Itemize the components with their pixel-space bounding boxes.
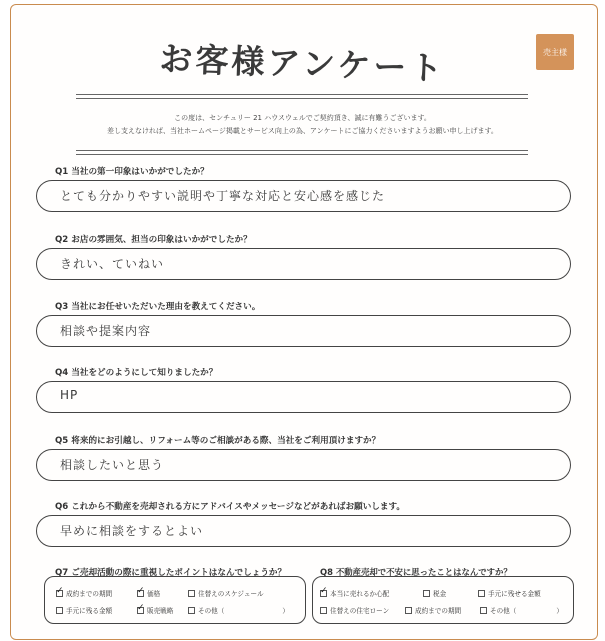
q8-options-box — [312, 576, 574, 624]
q7-option-price[interactable] — [137, 588, 160, 598]
question-7: Q7 ご売却活動の際に重視したポイントはなんでしょうか？ — [55, 568, 287, 578]
divider — [76, 154, 528, 155]
answer-4: HP — [60, 388, 79, 402]
checkbox-icon — [188, 590, 195, 597]
checkbox-icon — [137, 590, 144, 597]
checkbox-icon — [320, 590, 327, 597]
page-title: お客様アンケート — [158, 39, 447, 88]
option-label: 本当に売れるか心配 — [330, 590, 390, 598]
q7-option-schedule[interactable] — [188, 588, 264, 598]
option-label: 成約までの期間 — [415, 607, 462, 615]
q7-option-amount[interactable] — [56, 605, 112, 615]
q7-option-other[interactable] — [188, 605, 289, 615]
question-1: Q1 当社の第一印象はいかがでしたか？ — [55, 167, 209, 177]
intro-line-1: この度は、センチュリー 21 ハウスウェルでご契約頂き、誠に有難うございます。 — [174, 114, 431, 122]
option-label: 税金 — [433, 590, 447, 598]
checkbox-icon — [137, 607, 144, 614]
q8-option-other[interactable] — [480, 605, 563, 615]
option-label: 手元に残せる金額 — [488, 590, 541, 598]
option-label: 販売戦略 — [147, 607, 174, 615]
q7-option-strategy[interactable] — [137, 605, 173, 615]
checkbox-icon — [56, 590, 63, 597]
paren-close: ） — [556, 607, 563, 615]
checkbox-icon — [480, 607, 487, 614]
option-label: 住替えの住宅ローン — [330, 607, 390, 615]
answer-5: 相談したいと思う — [60, 458, 165, 472]
checkbox-icon — [188, 607, 195, 614]
q8-option-period[interactable] — [405, 605, 461, 615]
q8-option-tax[interactable] — [423, 588, 446, 598]
option-label: その他（ — [490, 607, 517, 615]
question-5: Q5 将来的にお引越し、リフォーム等のご相談がある際、当社をご利用頂けますか？ — [55, 436, 381, 446]
question-2: Q2 お店の雰囲気、担当の印象はいかがでしたか？ — [55, 235, 252, 245]
question-3: Q3 当社にお任せいただいた理由を教えてください。 — [55, 302, 261, 312]
checkbox-icon — [405, 607, 412, 614]
answer-1: とても分かりやすい説明や丁寧な対応と安心感を感じた — [60, 189, 386, 203]
q7-option-period[interactable] — [56, 588, 112, 598]
question-8: Q8 不動産売却で不安に思ったことはなんですか？ — [320, 567, 512, 577]
q8-option-amount[interactable] — [478, 588, 541, 598]
question-6: Q6 これから不動産を売却される方にアドバイスやメッセージなどがあればお願いします。 — [55, 502, 405, 512]
checkbox-icon — [478, 590, 485, 597]
divider — [76, 94, 528, 95]
checkbox-icon — [320, 607, 327, 614]
q8-option-loan[interactable] — [320, 605, 389, 615]
seller-badge: 売主様 — [536, 34, 574, 70]
divider — [76, 150, 528, 151]
option-label: 成約までの期間 — [66, 590, 113, 598]
checkbox-icon — [423, 590, 430, 597]
option-label: その他（ — [198, 607, 225, 615]
answer-box-4 — [36, 381, 571, 413]
divider — [76, 98, 528, 99]
paren-close: ） — [282, 607, 289, 615]
option-label: 価格 — [147, 590, 161, 598]
answer-3: 相談や提案内容 — [60, 324, 152, 338]
answer-6: 早めに相談をするとよい — [60, 524, 204, 538]
q8-option-worry-sell[interactable] — [320, 588, 389, 598]
checkbox-icon — [56, 607, 63, 614]
q7-options-box — [44, 576, 306, 624]
answer-2: きれい、ていねい — [60, 257, 165, 271]
question-4: Q4 当社をどのようにして知りましたか？ — [55, 368, 218, 378]
intro-line-2: 差し支えなければ、当社ホームページ掲載とサービス向上の為、アンケートにご協力くださいますようお願い申し上げます。 — [107, 127, 498, 135]
option-label: 住替えのスケジュール — [198, 590, 264, 598]
option-label: 手元に残る金額 — [66, 607, 113, 615]
